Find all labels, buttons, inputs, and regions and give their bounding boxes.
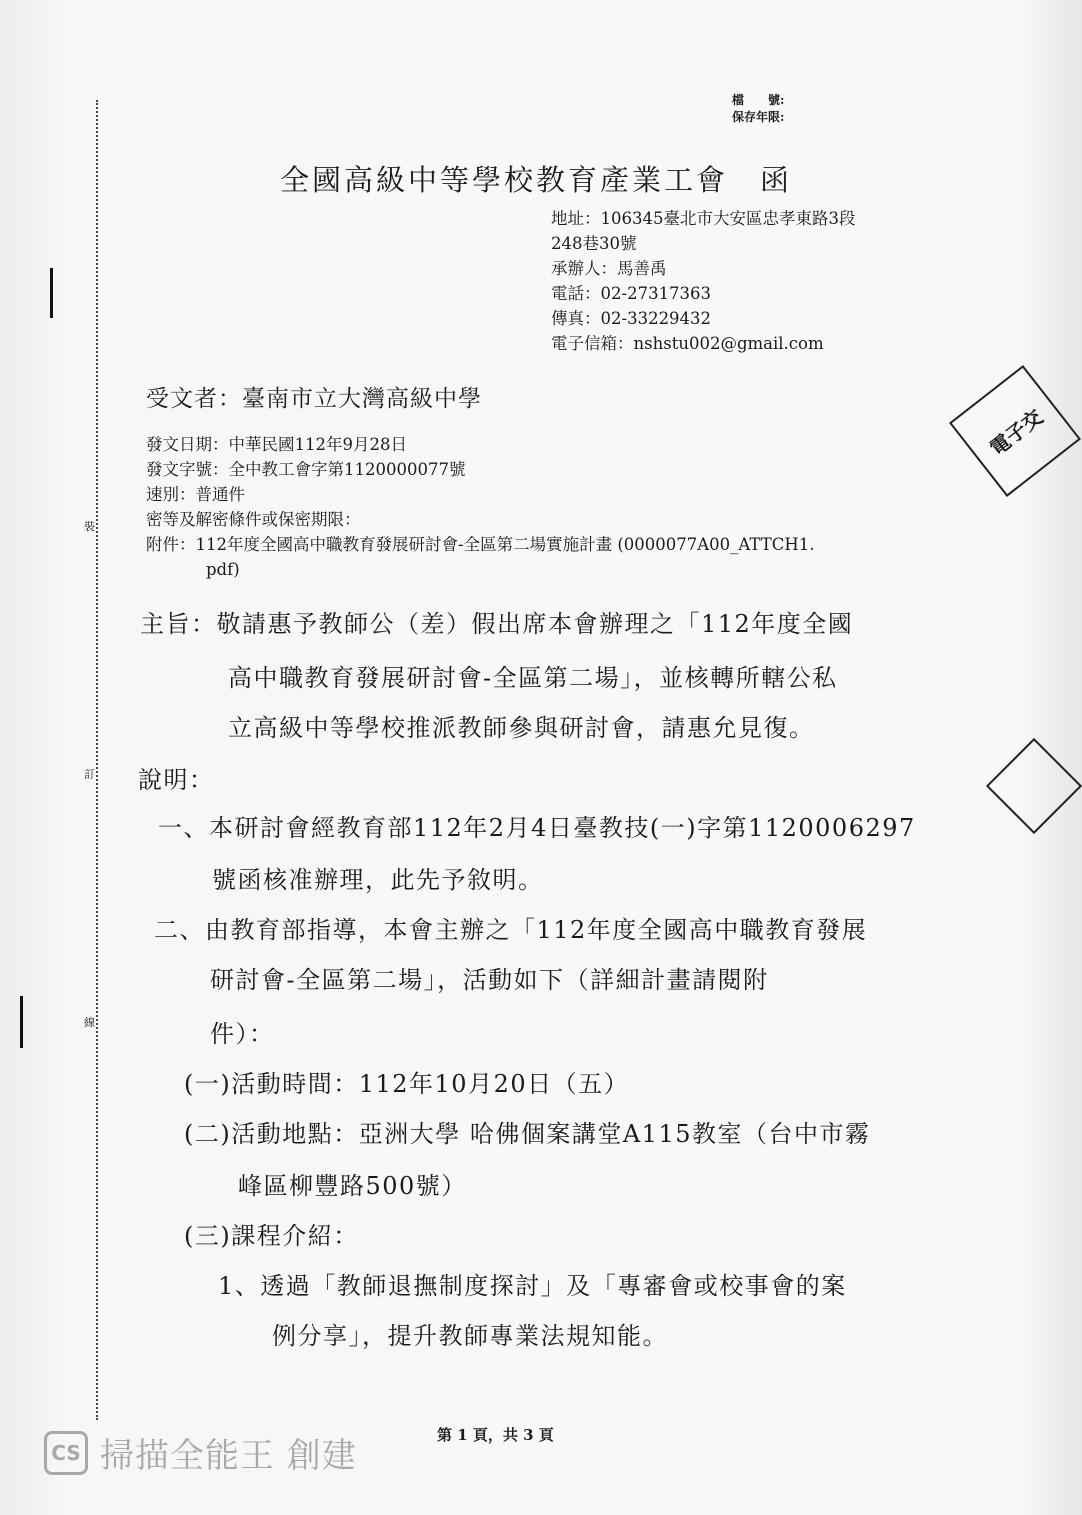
delivery-speed: 速別：普通件 — [146, 485, 245, 504]
scan-artifact — [20, 996, 23, 1048]
item2-line-1: 二、由教育部指導，本會主辦之「112年度全國高中職教育發展 — [154, 916, 868, 944]
handler: 承辦人：馬善禹 — [551, 259, 667, 278]
electronic-stamp — [949, 365, 1081, 497]
seal-mark — [986, 738, 1082, 834]
course1-line-2: 例分享」，提升教師專業法規知能。 — [272, 1322, 668, 1350]
course1-line-1: 1、透過「教師退撫制度探討」及「專審會或校事會的案 — [218, 1272, 847, 1300]
page-number: 第 1 頁，共 3 頁 — [437, 1426, 554, 1444]
item2-line-3: 件）： — [210, 1020, 275, 1048]
phone: 電話：02-27317363 — [551, 284, 712, 303]
binding-mark-1: 裝 — [84, 520, 95, 533]
retention-label: 保存年限: — [732, 110, 785, 124]
scanner-watermark — [44, 1428, 357, 1477]
email: 電子信箱：nshstu002@gmail.com — [551, 334, 824, 353]
binding-line — [96, 100, 98, 1420]
document-number: 發文字號：全中教工會字第1120000077號 — [146, 460, 466, 479]
logo-text: CS — [51, 1440, 81, 1465]
item2-line-2: 研討會-全區第二場」，活動如下（詳細計畫請閱附 — [210, 966, 769, 994]
address-line-2: 248巷30號 — [551, 234, 637, 253]
course-heading: (三)課程介紹： — [184, 1222, 359, 1250]
item1-line-1: 一、本研討會經教育部112年2月4日臺教技(一)字第1120006297 — [158, 814, 916, 842]
secrecy-level: 密等及解密條件或保密期限： — [146, 510, 361, 529]
archive-info — [732, 92, 784, 126]
binding-mark-3: 線 — [84, 1016, 95, 1029]
fax: 傳真：02-33229432 — [551, 309, 712, 328]
binding-mark-2: 訂 — [84, 768, 95, 781]
file-number-label: 檔 號: — [732, 93, 785, 107]
document-title: 全國高級中等學校教育產業工會 函 — [280, 163, 793, 197]
subject-line-2: 高中職教育發展研討會-全區第二場」，並核轉所轄公私 — [228, 664, 838, 692]
item1-line-2: 號函核准辦理，此先予敘明。 — [212, 866, 544, 894]
explanation-heading: 說明： — [138, 766, 215, 794]
address-line-1: 地址：106345臺北市大安區忠孝東路3段 — [551, 209, 856, 228]
contact-block — [551, 206, 856, 356]
stamp-text: 電子交 — [984, 404, 1047, 461]
document-meta — [146, 432, 814, 582]
activity-time: (一)活動時間：112年10月20日（五） — [184, 1070, 630, 1098]
watermark-text: 掃描全能王 創建 — [100, 1436, 357, 1476]
subject-line-3: 立高級中等學校推派教師參與研討會，請惠允見復。 — [228, 714, 815, 742]
subject-line-1: 主旨：敬請惠予教師公（差）假出席本會辦理之「112年度全國 — [140, 610, 854, 638]
recipient: 受文者：臺南市立大灣高級中學 — [146, 386, 482, 412]
attachment-line-2: pdf) — [206, 560, 240, 579]
activity-place-line-1: (二)活動地點：亞洲大學 哈佛個案講堂A115教室（台中市霧 — [184, 1120, 871, 1148]
activity-place-line-2: 峰區柳豐路500號） — [238, 1172, 467, 1200]
scan-artifact — [50, 268, 53, 318]
issue-date: 發文日期：中華民國112年9月28日 — [146, 435, 407, 454]
camscanner-icon — [44, 1431, 88, 1475]
attachment-line-1: 附件：112年度全國高中職教育發展研討會-全區第二場實施計畫 (0000077A00_ATTCH1. — [146, 535, 815, 554]
